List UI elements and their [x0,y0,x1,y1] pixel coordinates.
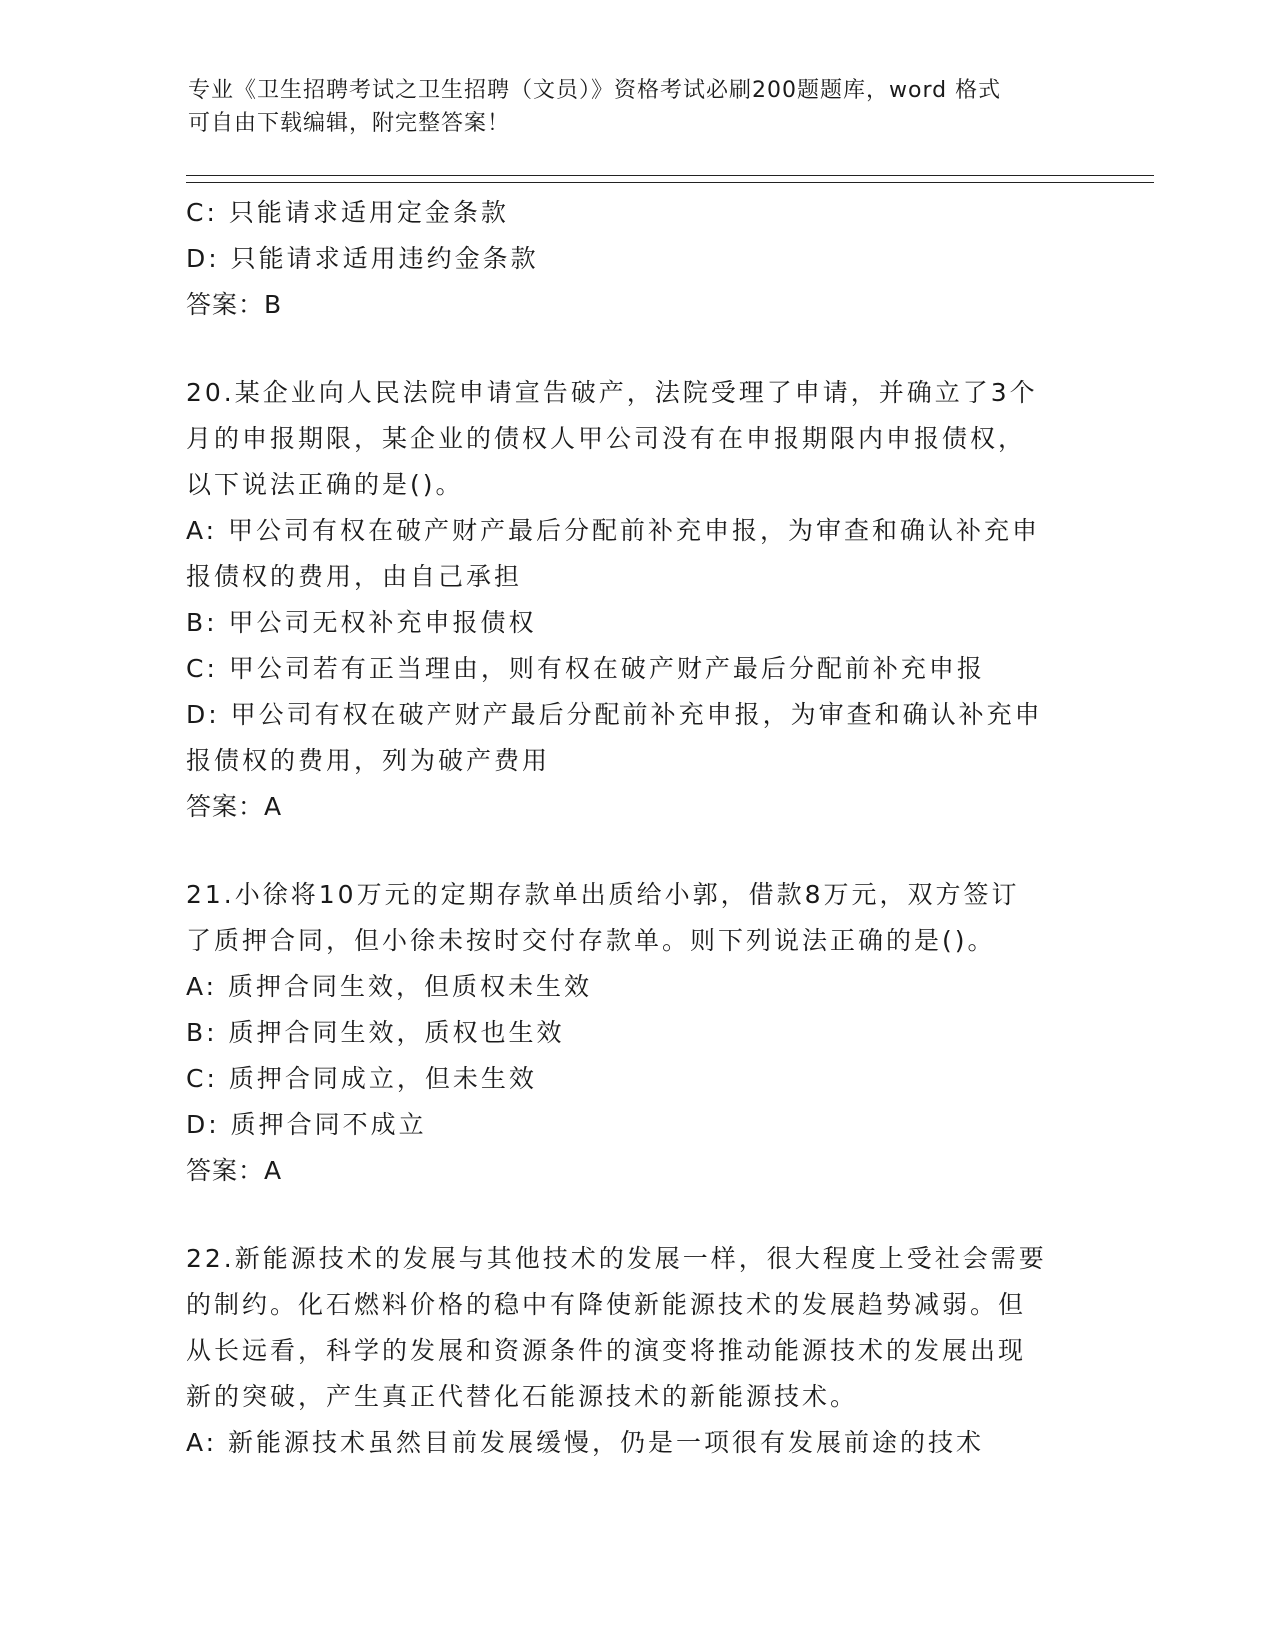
option-a-continued: 报债权的费用，由自己承担 [186,562,523,591]
question-block-20 [186,370,1086,830]
option-c: C: 质押合同成立，但未生效 [186,1064,537,1093]
question-text-line: 以下说法正确的是()。 [186,470,464,499]
option-a: A: 甲公司有权在破产财产最后分配前补充申报，为审查和确认补充申 [186,516,1041,545]
header-divider [186,175,1154,183]
answer-line: 答案：A [186,1156,283,1185]
option-d: D: 质押合同不成立 [186,1110,427,1139]
option-c: C: 甲公司若有正当理由，则有权在破产财产最后分配前补充申报 [186,654,985,683]
option-d: D: 甲公司有权在破产财产最后分配前补充申报，为审查和确认补充申 [186,700,1043,729]
document-body [186,190,1086,1466]
block-spacer [186,830,1086,872]
question-block-19 [186,190,1086,328]
block-spacer [186,328,1086,370]
block-spacer [186,1194,1086,1236]
option-c: C: 只能请求适用定金条款 [186,198,509,227]
question-text-line: 了质押合同，但小徐未按时交付存款单。则下列说法正确的是()。 [186,926,996,955]
question-text-line: 22.新能源技术的发展与其他技术的发展一样，很大程度上受社会需要 [186,1244,1047,1273]
option-b: B: 质押合同生效，质权也生效 [186,1018,565,1047]
header-title-line-1: 专业《卫生招聘考试之卫生招聘（文员）》资格考试必刷200题题库，word 格式 [188,78,1002,103]
question-text-line: 从长远看，科学的发展和资源条件的演变将推动能源技术的发展出现 [186,1336,1027,1365]
question-block-22 [186,1236,1086,1466]
option-d-continued: 报债权的费用，列为破产费用 [186,746,551,775]
option-d: D: 只能请求适用违约金条款 [186,244,539,273]
option-a: A: 质押合同生效，但质权未生效 [186,972,593,1001]
question-text-line: 的制约。化石燃料价格的稳中有降使新能源技术的发展趋势减弱。但 [186,1290,1027,1319]
option-b: B: 甲公司无权补充申报债权 [186,608,537,637]
answer-line: 答案：A [186,792,283,821]
header-title-line-2: 可自由下载编辑，附完整答案！ [188,111,511,136]
option-a: A: 新能源技术虽然目前发展缓慢，仍是一项很有发展前途的技术 [186,1428,985,1457]
answer-line: 答案：B [186,290,283,319]
question-block-21 [186,872,1086,1194]
document-header [188,74,1088,140]
question-text-line: 21.小徐将10万元的定期存款单出质给小郭，借款8万元，双方签订 [186,880,1020,909]
question-text-line: 20.某企业向人民法院申请宣告破产，法院受理了申请，并确立了3个 [186,378,1038,407]
question-text-line: 新的突破，产生真正代替化石能源技术的新能源技术。 [186,1382,859,1411]
question-text-line: 月的申报期限，某企业的债权人甲公司没有在申报期限内申报债权， [186,424,1027,453]
